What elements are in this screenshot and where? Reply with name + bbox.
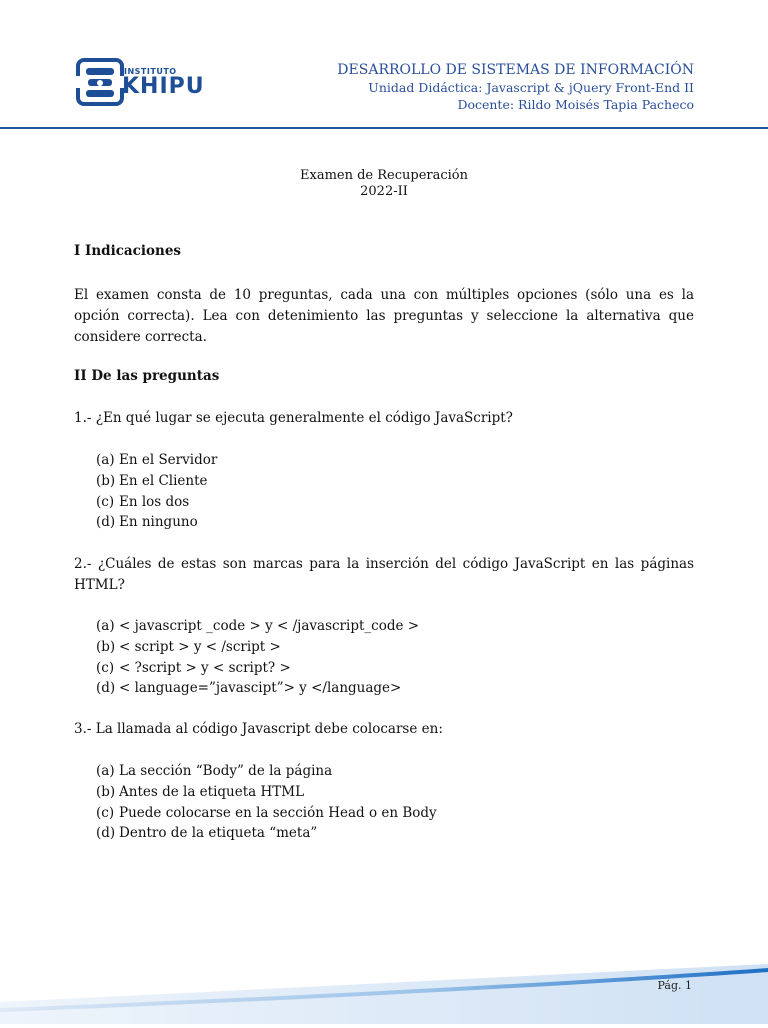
option-label: (b)	[96, 638, 116, 655]
logo-title: KHIPU	[122, 74, 205, 99]
option	[96, 512, 217, 533]
page-header	[0, 0, 768, 132]
option-text: En el Cliente	[119, 472, 208, 489]
option-label: (a)	[96, 618, 115, 634]
option-text: Puede colocarse en la sección Head o en Body	[119, 804, 437, 821]
option	[96, 782, 437, 803]
option-label: (a)	[96, 452, 115, 468]
option-text: < script > y < /script >	[119, 638, 281, 655]
question-1-options	[96, 450, 217, 533]
option-text: < ?script > y < script? >	[119, 659, 291, 676]
option-label: (a)	[96, 763, 115, 779]
header-divider	[0, 127, 768, 129]
option	[96, 450, 217, 471]
option-text: Antes de la etiqueta HTML	[119, 783, 305, 800]
header-teacher: Docente: Rildo Moisés Tapia Pacheco	[457, 97, 694, 112]
option-text: < javascript _code > y < /javascript_code >	[119, 618, 420, 634]
question-3: 3.- La llamada al código Javascript debe colocarse en:	[74, 721, 443, 737]
option	[96, 616, 419, 637]
option-label: (d)	[96, 825, 116, 842]
option-text: La sección “Body” de la página	[119, 763, 333, 779]
option-label: (b)	[96, 472, 116, 489]
option-text: En el Servidor	[119, 452, 218, 468]
section-heading-indicaciones: I Indicaciones	[74, 243, 182, 259]
option-text: < language=”javascipt”> y </language>	[119, 680, 402, 697]
option-label: (c)	[96, 659, 115, 676]
section-heading-preguntas: II De las preguntas	[74, 368, 220, 384]
header-program: DESARROLLO DE SISTEMAS DE INFORMACIÓN	[337, 62, 694, 78]
exam-title: Examen de Recuperación	[300, 168, 468, 183]
option-text: En los dos	[119, 493, 190, 510]
option	[96, 471, 217, 492]
question-2: 2.- ¿Cuáles de estas son marcas para la inserción del código JavaScript en las páginas HTML?	[74, 556, 694, 593]
option	[96, 761, 437, 782]
option-label: (d)	[96, 680, 116, 697]
option-label: (d)	[96, 514, 116, 531]
option-label: (c)	[96, 804, 115, 821]
instructions-paragraph: El examen consta de 10 preguntas, cada una con múltiples opciones (sólo una es la opción correcta). Lea con detenimiento las preguntas y seleccione la alternativa que considere correcta.	[74, 287, 694, 345]
page-number: Pág. 1	[657, 979, 692, 992]
option-label: (b)	[96, 783, 116, 800]
option-text: En ninguno	[119, 514, 198, 531]
logo-subtitle: INSTITUTO	[124, 67, 177, 76]
exam-term: 2022-II	[360, 184, 408, 199]
option	[96, 678, 419, 699]
question-3-options	[96, 761, 437, 844]
question-1: 1.- ¿En qué lugar se ejecuta generalmente el código JavaScript?	[74, 410, 513, 426]
option	[96, 803, 437, 824]
option-label: (c)	[96, 493, 115, 510]
option	[96, 823, 437, 844]
option	[96, 492, 217, 513]
footer-wave	[0, 962, 768, 1024]
option	[96, 658, 419, 679]
header-info	[337, 61, 694, 113]
option-text: Dentro de la etiqueta “meta”	[119, 825, 318, 842]
header-unit: Unidad Didáctica: Javascript & jQuery Front-End II	[368, 80, 694, 95]
option	[96, 637, 419, 658]
question-2-options	[96, 616, 419, 699]
